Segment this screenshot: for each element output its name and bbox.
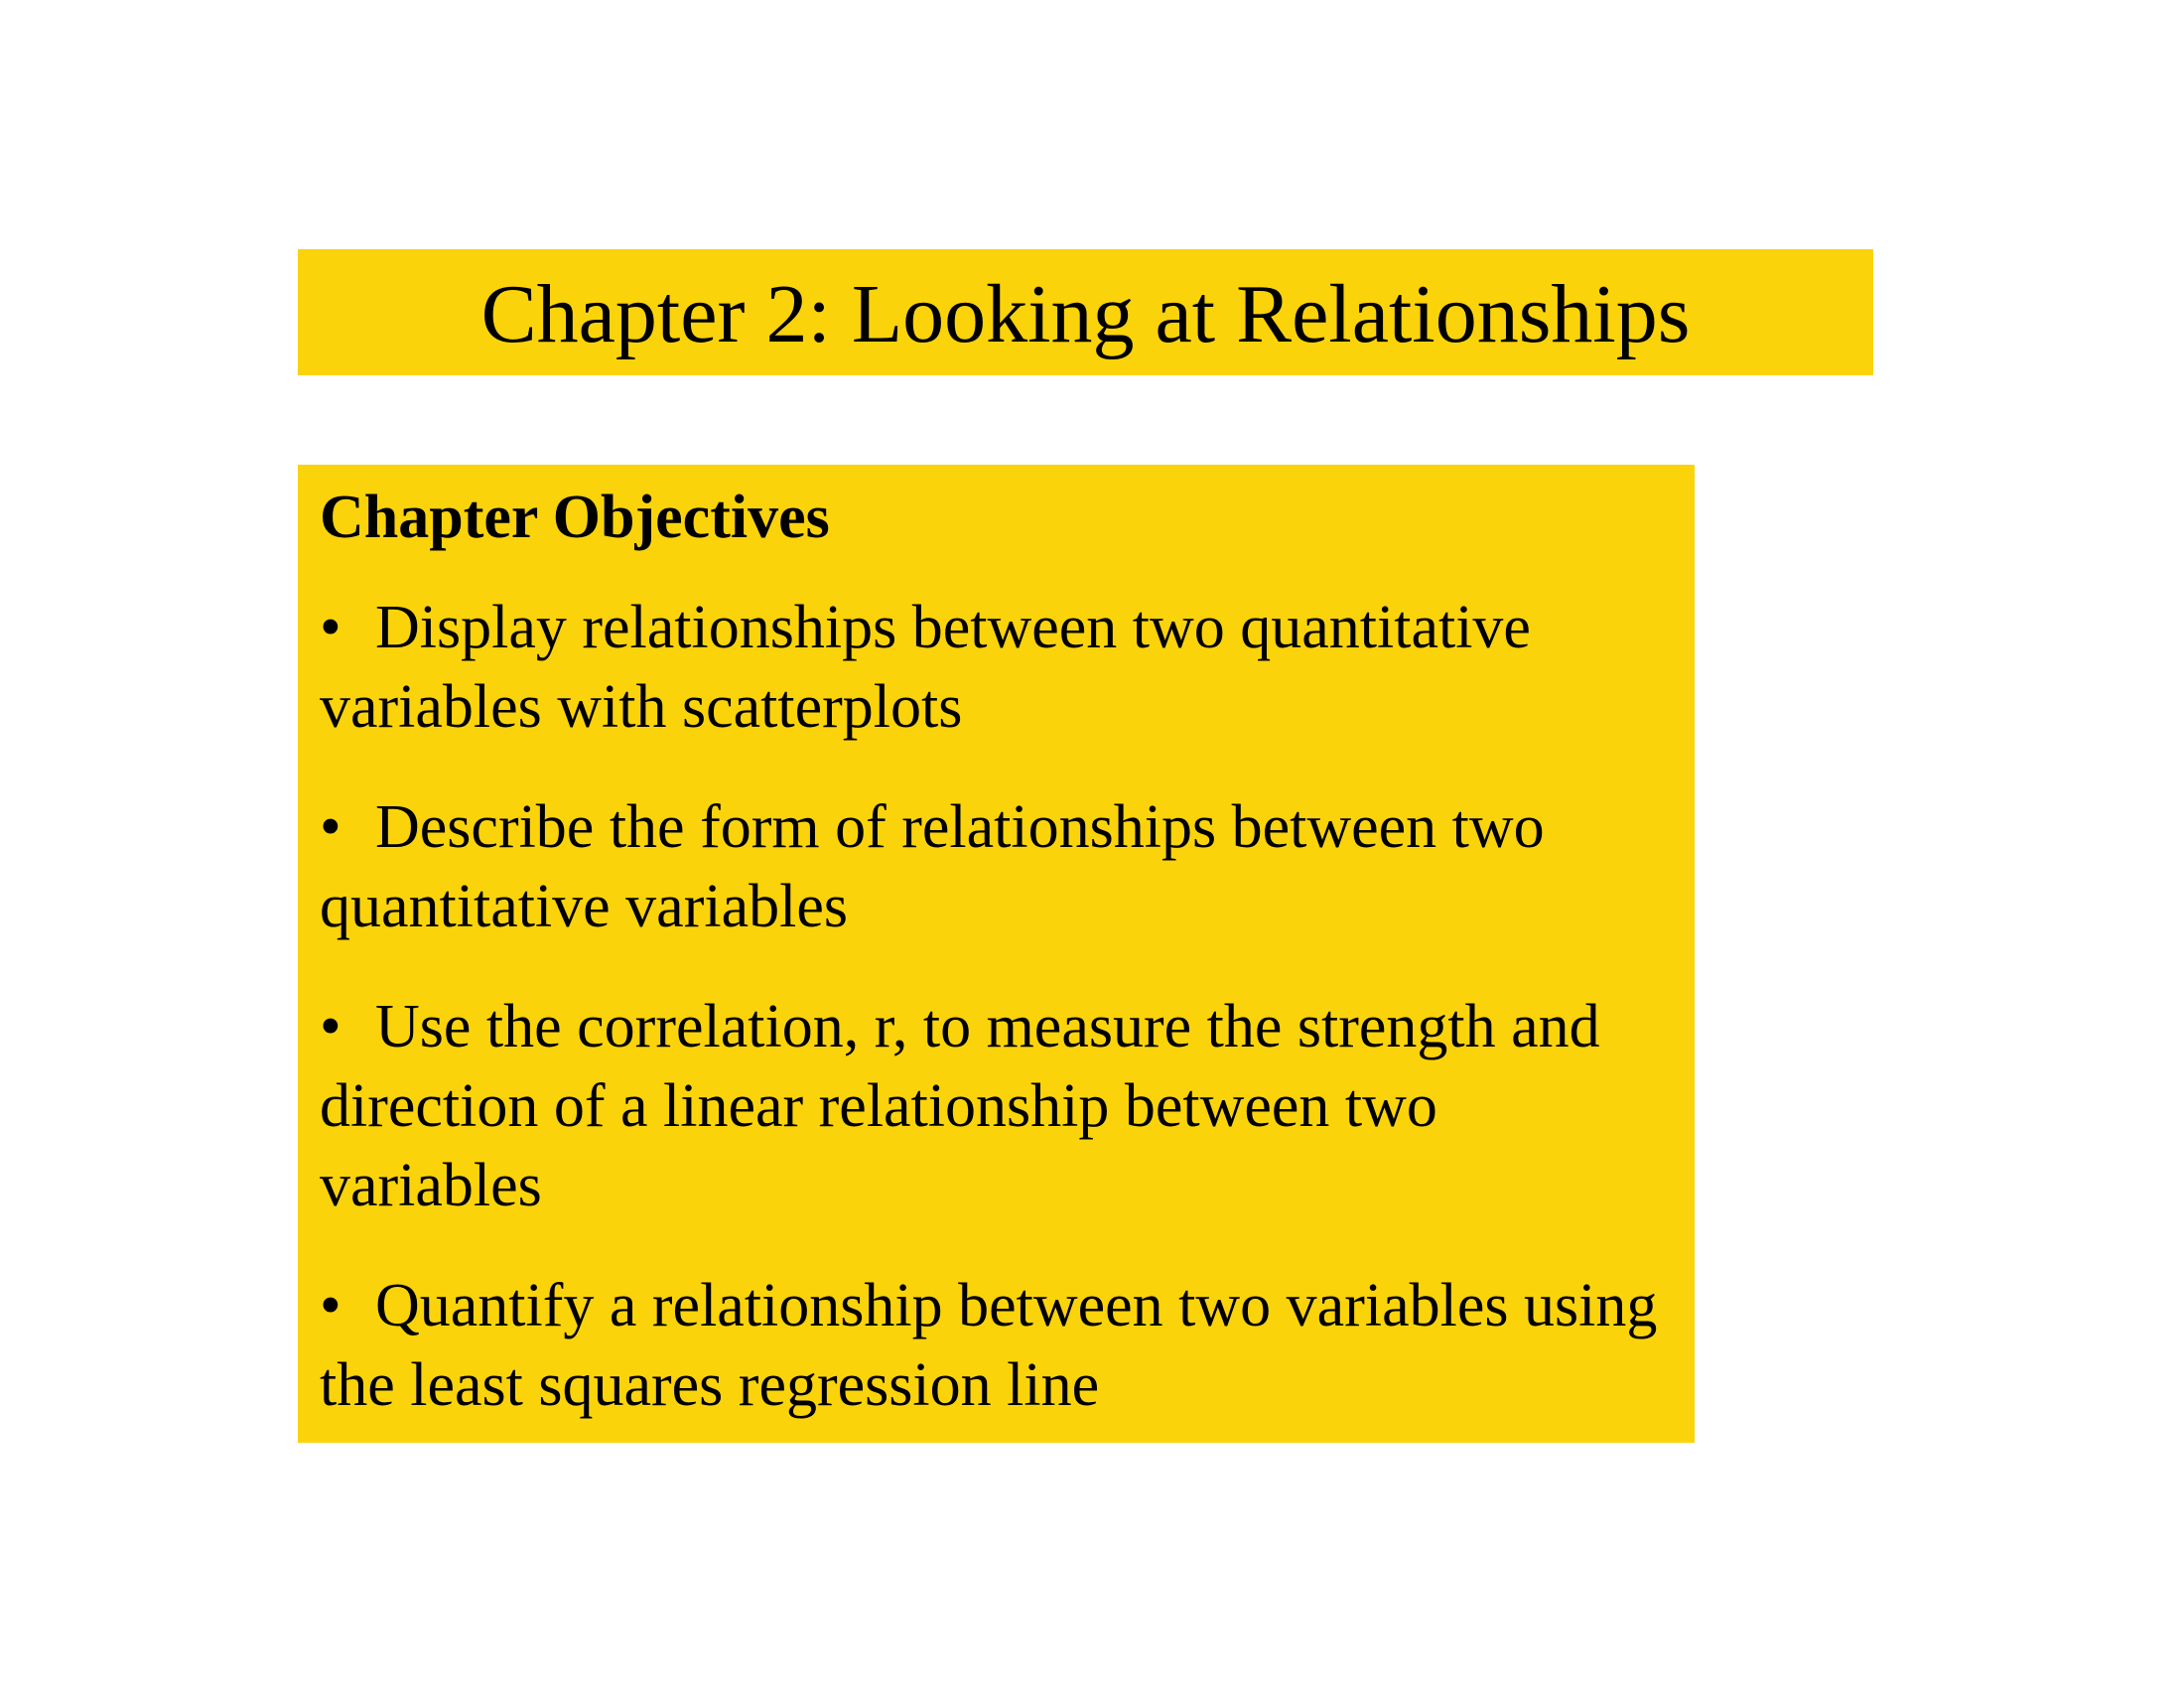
- objectives-list: [320, 588, 1675, 1425]
- objective-item: [320, 588, 1675, 747]
- objective-item: [320, 1266, 1675, 1425]
- objective-text: Use the correlation, r, to measure the strength and direction of a linear relationship between two variables: [320, 993, 1600, 1220]
- bullet-icon: •: [320, 1272, 341, 1340]
- bullet-icon: •: [320, 793, 341, 862]
- objectives-panel: [298, 465, 1695, 1443]
- objectives-heading: Chapter Objectives: [320, 484, 830, 551]
- bullet-icon: •: [320, 993, 341, 1061]
- bullet-icon: •: [320, 594, 341, 662]
- objective-text: Describe the form of relationships between two quantitative variables: [320, 793, 1545, 941]
- title-banner: [298, 249, 1873, 375]
- page-title: Chapter 2: Looking at Relationships: [480, 267, 1691, 360]
- objective-text: Display relationships between two quantitative variables with scatterplots: [320, 594, 1531, 742]
- objective-item: [320, 787, 1675, 946]
- objective-text: Quantify a relationship between two variables using the least squares regression line: [320, 1272, 1658, 1420]
- objective-item: [320, 987, 1675, 1225]
